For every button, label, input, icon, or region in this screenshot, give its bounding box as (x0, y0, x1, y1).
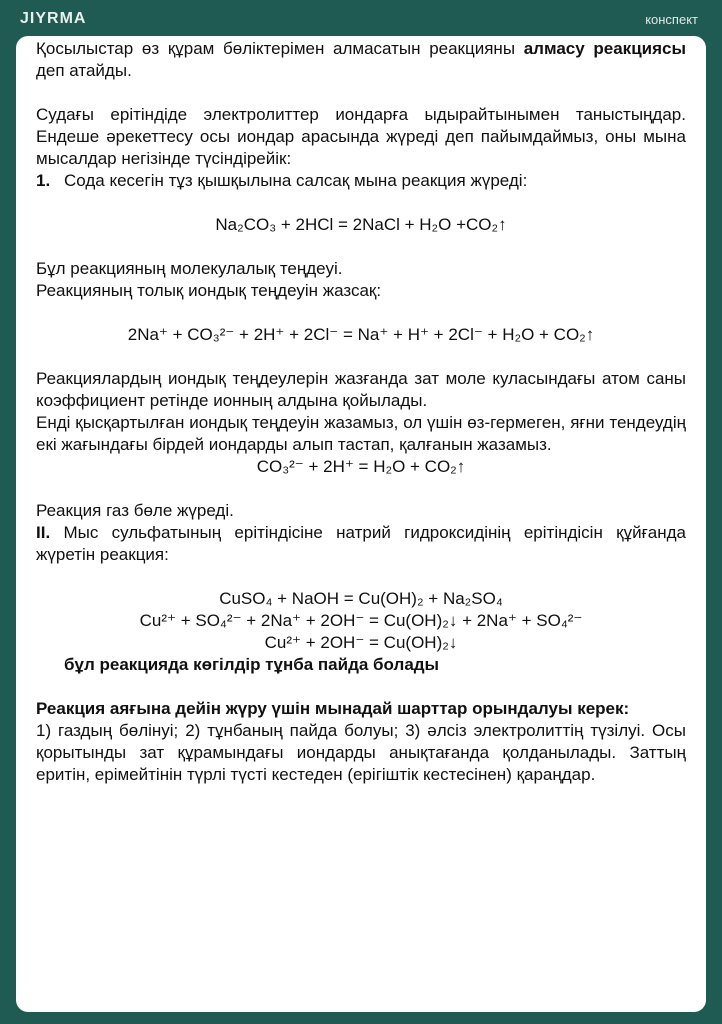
copper-molecular-equation: CuSO₄ + NaOH = Cu(OH)₂ + Na₂SO₄ (219, 589, 503, 608)
copper-full-ionic-equation: Cu²⁺ + SO₄²⁻ + 2Na⁺ + 2OH⁻ = Cu(OH)₂↓ + 2Na⁺ + SO₄²⁻ (139, 611, 583, 630)
definition-paragraph (36, 38, 686, 82)
molecular-note: Бұл реакцияның молекулалық теңдеуі. (36, 259, 343, 278)
term-bold-a: алмасу (523, 39, 585, 58)
example-1 (36, 170, 686, 192)
precipitate-note (36, 654, 686, 676)
intro-paragraph: Судағы ерітіндіде электролиттер иондарға ыдырайтынымен таныстыңдар. Ендеше әрекеттесу осы иондар арасында жүреді деп пайымдаймыз, оны мына мысалдар негізінде түсіндірейік: (36, 105, 686, 168)
coefficient-paragraph: Реакциялардың иондық теңдеулерін жазғанда зат моле куласындағы атом саны коэффициент ретінде ионның алдына қойылады. (36, 369, 686, 410)
full-ionic-equation: 2Na⁺ + CO₃²⁻ + 2H⁺ + 2Cl⁻ = Na⁺ + H⁺ + 2Cl⁻ + H₂O + CO₂↑ (127, 325, 595, 344)
example-2 (36, 522, 686, 566)
conditions-heading (36, 698, 686, 720)
section-tag: конспект (645, 12, 698, 27)
conditions-heading-text: Реакция аяғына дейін жүру үшін мынадай шарттар орындалуы керек: (36, 699, 630, 718)
example-2-number: II. (36, 523, 51, 542)
example-2-text: Мыс сульфатының ерітіндісіне натрий гидроксидінің ерітіндісін құйғанда жүретін реакция: (36, 523, 686, 564)
definition-end: деп атайды. (36, 61, 132, 80)
example-1-text: Сода кесегін тұз қышқылына салсақ мына реакция жүреді: (64, 171, 528, 190)
copper-short-ionic-equation: Cu²⁺ + 2OH⁻ = Cu(OH)₂↓ (264, 633, 458, 652)
header-bar (0, 0, 722, 36)
full-ionic-note: Реакцияның толық иондық теңдеуін жазсақ: (36, 281, 382, 300)
brand-logo: JIYRMA (20, 10, 87, 27)
example-1-number: 1. (36, 171, 51, 190)
short-ionic-equation: CO₃²⁻ + 2H⁺ = H₂O + CO₂↑ (256, 457, 466, 476)
gas-note: Реакция газ бөле жүреді. (36, 501, 234, 520)
precipitate-note-text: бұл реакцияда көгілдір тұнба пайда болады (64, 655, 440, 674)
short-ionic-paragraph: Енді қысқартылған иондық теңдеуін жазамыз, ол үшін өз-гермеген, яғни тендеудің екі жағындағы бірдей иондарды алып тастап, қалғанын жазамыз. (36, 413, 686, 454)
term-bold-b: реакциясы (593, 39, 686, 58)
molecular-equation: Na₂CO₃ + 2HCl = 2NaCl + H₂O +CO₂↑ (215, 215, 507, 234)
definition-text: Қосылыстар өз құрам бөліктерімен алмасатын реакцияны (36, 39, 524, 58)
content-card (16, 36, 706, 1012)
conditions-text: 1) газдың бөлінуі; 2) тұнбаның пайда болуы; 3) әлсіз электролиттің түзілуі. Осы қорытынды зат құрамындағы иондарды анықтағанда қолданылады. Заттың еритін, ерімейтінін түрлі түсті кестеден (ерігіштік кестесінен) қараңдар. (36, 721, 686, 784)
